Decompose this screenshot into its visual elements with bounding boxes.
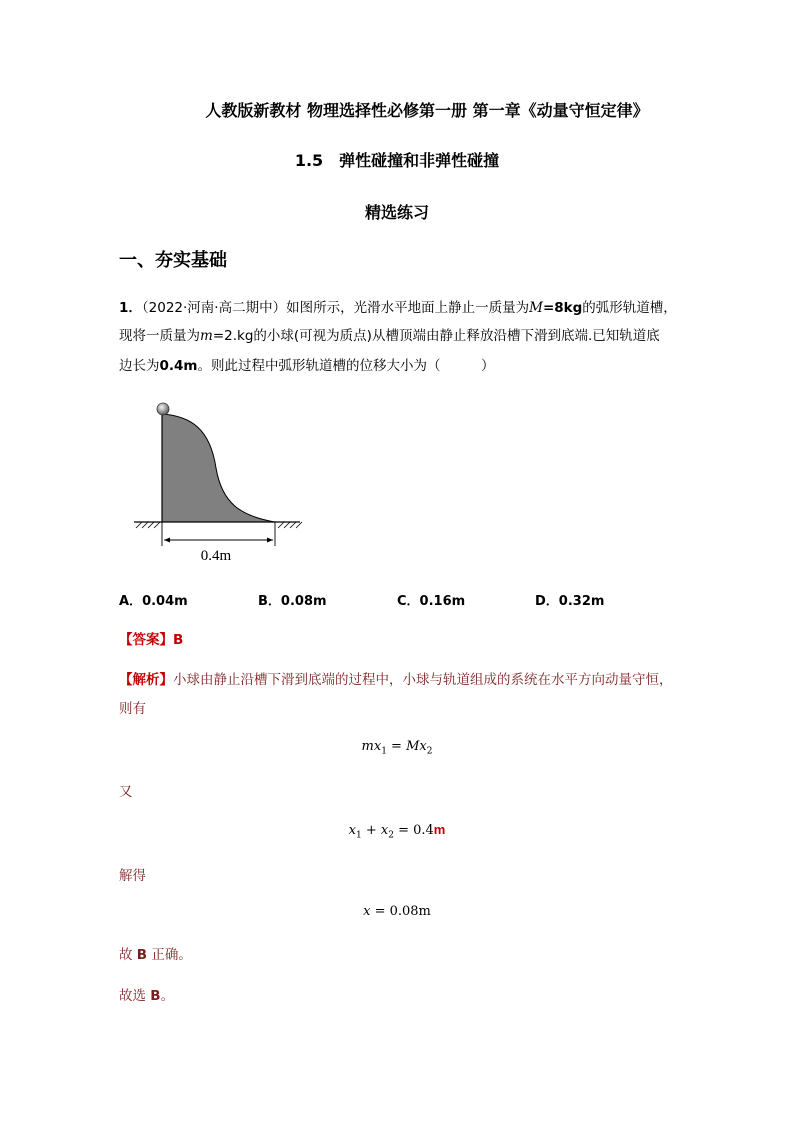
- analysis-line-1: [119, 668, 673, 688]
- formula-unit: m: [433, 822, 446, 837]
- formula-op: +: [361, 823, 381, 838]
- formula-3: [0, 904, 794, 919]
- question-text: 的弧形轨道槽，: [582, 300, 677, 316]
- slope-body: [162, 414, 275, 522]
- formula-1: [0, 739, 794, 757]
- answer-line: [119, 628, 183, 648]
- formula-sub: 1: [381, 746, 387, 757]
- question-text: 现将一质量为: [119, 328, 200, 344]
- analysis-text: B: [136, 947, 148, 963]
- option-letter: D．: [535, 594, 559, 609]
- val-m: =2.kg: [212, 328, 254, 344]
- val-length: 0.4m: [159, 358, 198, 374]
- ball: [157, 403, 169, 415]
- analysis-line-3: 又: [119, 784, 133, 800]
- question-line-1: [119, 296, 677, 316]
- analysis-line-4: 解得: [119, 868, 146, 884]
- var-M: M: [529, 300, 543, 316]
- answer-label: 【答案】: [119, 632, 173, 648]
- question-text: 。则此过程中弧形轨道槽的位移大小为（ ）: [197, 358, 495, 374]
- option-letter: C．: [397, 594, 420, 609]
- analysis-text: 正确。: [147, 947, 192, 963]
- formula-sub: 2: [388, 830, 394, 841]
- question-line-3: [119, 354, 494, 374]
- formula-term: x: [348, 823, 356, 838]
- option-b[interactable]: [258, 590, 327, 609]
- formula-term: Mx: [406, 739, 427, 754]
- analysis-text: 故选: [119, 988, 151, 1004]
- dimension-label: 0.4m: [200, 548, 232, 564]
- track-figure: [130, 398, 310, 568]
- analysis-line-6: [119, 984, 174, 1004]
- option-d[interactable]: [535, 590, 604, 609]
- doc-title-line1: 人教版新教材 物理选择性必修第一册 第一章《动量守恒定律》: [205, 101, 649, 120]
- analysis-label: 【解析】: [119, 672, 173, 688]
- formula-term: x: [363, 904, 371, 919]
- question-source: （2022·河南·高二期中）: [141, 300, 287, 316]
- answer-value: B: [173, 632, 184, 648]
- question-text: 边长为: [119, 358, 160, 374]
- option-a[interactable]: [119, 590, 188, 609]
- var-m: m: [200, 328, 213, 344]
- analysis-text: B: [150, 988, 161, 1004]
- option-letter: B．: [258, 594, 281, 609]
- option-value: 0.32m: [558, 594, 605, 609]
- option-value: 0.08m: [280, 594, 327, 609]
- option-c[interactable]: [397, 590, 465, 609]
- formula-sub: 2: [426, 746, 433, 757]
- formula-term: x: [380, 823, 389, 838]
- analysis-text: 。: [160, 988, 175, 1004]
- doc-title-line3: 精选练习: [364, 203, 429, 222]
- analysis-line-2: 则有: [119, 701, 146, 717]
- formula-op: = 0.08m: [370, 904, 431, 919]
- question-number: 1．: [119, 300, 142, 316]
- ground-hatch: [136, 522, 302, 528]
- formula-term: mx: [361, 739, 382, 754]
- section-heading: 一、夯实基础: [119, 250, 227, 271]
- analysis-text: 小球由静止沿槽下滑到底端的过程中，小球与轨道组成的系统在水平方向动量守恒，: [173, 672, 673, 688]
- option-value: 0.16m: [419, 594, 466, 609]
- question-line-2: [119, 324, 660, 344]
- analysis-text: 故: [119, 947, 137, 963]
- option-value: 0.04m: [142, 594, 188, 609]
- doc-title-line2: 1.5 弹性碰撞和非弹性碰撞: [294, 151, 500, 170]
- formula-sub: 1: [355, 830, 362, 841]
- analysis-line-5: [119, 943, 192, 963]
- question-text: 的小球(可视为质点)从槽顶端由静止释放沿槽下滑到底端.已知轨道底: [253, 328, 660, 344]
- option-letter: A．: [119, 594, 143, 609]
- formula-op: = 0.4: [393, 823, 434, 838]
- question-text: 如图所示，光滑水平地面上静止一质量为: [286, 300, 530, 316]
- val-M: =8kg: [542, 300, 583, 316]
- formula-2: [0, 822, 794, 841]
- formula-op: =: [386, 739, 407, 754]
